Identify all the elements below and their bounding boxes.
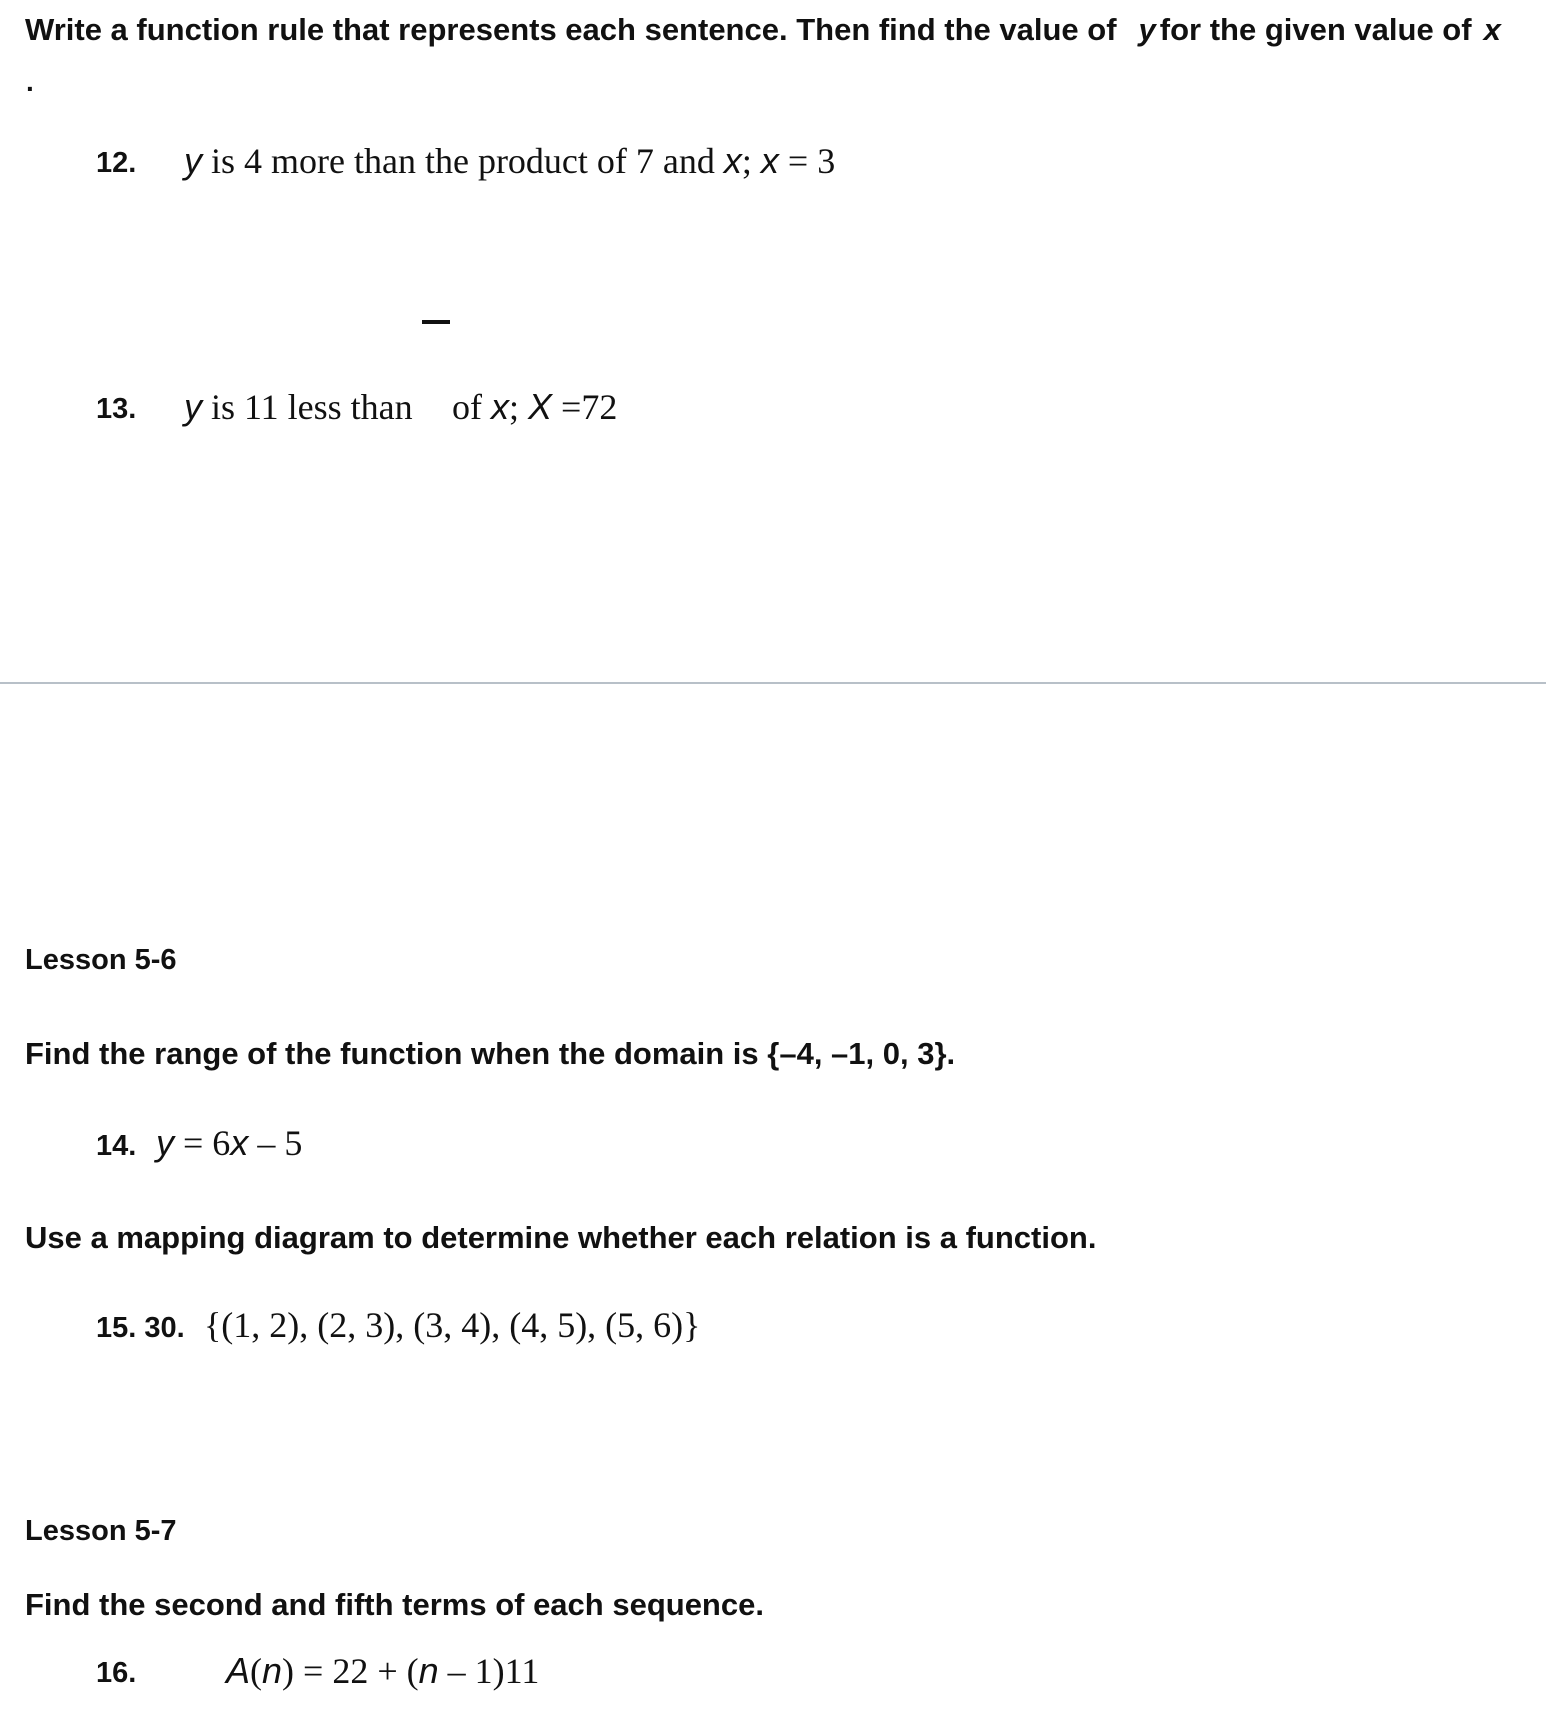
instruction-text-a: Write a function rule that represents each sentence. Then find the value of <box>25 12 1117 47</box>
problem-13-text <box>184 386 413 428</box>
problem-16-number: 16. <box>96 1657 137 1689</box>
problem-12-body: is 4 more than the product of 7 and <box>202 141 724 181</box>
section-divider <box>0 682 1546 684</box>
problem-12-var-y: y <box>184 140 202 181</box>
problem-13-number: 13. <box>96 393 137 425</box>
problem-14-eq-b: – 5 <box>248 1123 303 1163</box>
instruction-mapping: Use a mapping diagram to determine whether each relation is a function. <box>25 1220 1097 1255</box>
problem-15-number: 15. 30. <box>96 1312 185 1344</box>
instruction-var-y: y <box>1138 12 1156 47</box>
problem-14-var-y: y <box>156 1122 174 1163</box>
problem-13-var-x2: X <box>528 386 553 427</box>
fraction-bar <box>422 320 450 324</box>
instruction-range: Find the range of the function when the domain is {–4, –1, 0, 3}. <box>25 1036 956 1071</box>
problem-16-var-n2: n <box>418 1650 439 1691</box>
lesson-5-6-heading: Lesson 5-6 <box>25 944 177 976</box>
problem-16-eq-a: ) = 22 + ( <box>282 1651 419 1691</box>
problem-12-var-x2: x <box>760 140 779 181</box>
problem-14-equation <box>156 1122 302 1164</box>
problem-14-var-x: x <box>230 1122 249 1163</box>
instruction-function-rule <box>25 12 1501 48</box>
instruction-sequence: Find the second and fifth terms of each sequence. <box>25 1587 764 1622</box>
problem-16-eq-b: – 1)11 <box>438 1651 540 1691</box>
instruction-text-b: for the given value of <box>1159 12 1472 47</box>
problem-14-number: 14. <box>96 1130 137 1162</box>
problem-15-set: {(1, 2), (2, 3), (3, 4), (4, 5), (5, 6)} <box>204 1305 701 1345</box>
lesson-5-7-heading: Lesson 5-7 <box>25 1515 177 1547</box>
problem-16-paren: ( <box>250 1651 263 1691</box>
problem-13-sep: ; <box>509 387 529 427</box>
trailing-dot: . <box>26 66 34 97</box>
problem-14-eq-a: = 6 <box>174 1123 231 1163</box>
problem-16-var-n: n <box>262 1650 283 1691</box>
problem-12-text <box>184 140 835 182</box>
problem-12-var-x: x <box>723 140 742 181</box>
problem-13-eq: =72 <box>552 387 618 427</box>
problem-12-eq: = 3 <box>778 141 836 181</box>
problem-12-sep: ; <box>741 141 761 181</box>
problem-13-var-x: x <box>491 386 509 427</box>
instruction-var-x: x <box>1483 12 1501 47</box>
problem-13-body-b: of <box>452 387 491 427</box>
problem-13-var-y: y <box>184 386 202 427</box>
problem-13-body: is 11 less than <box>202 387 413 427</box>
problem-16-equation <box>226 1650 539 1692</box>
problem-13-text-b <box>452 386 617 428</box>
problem-16-fn: A <box>226 1650 251 1691</box>
problem-12-number: 12. <box>96 147 137 179</box>
